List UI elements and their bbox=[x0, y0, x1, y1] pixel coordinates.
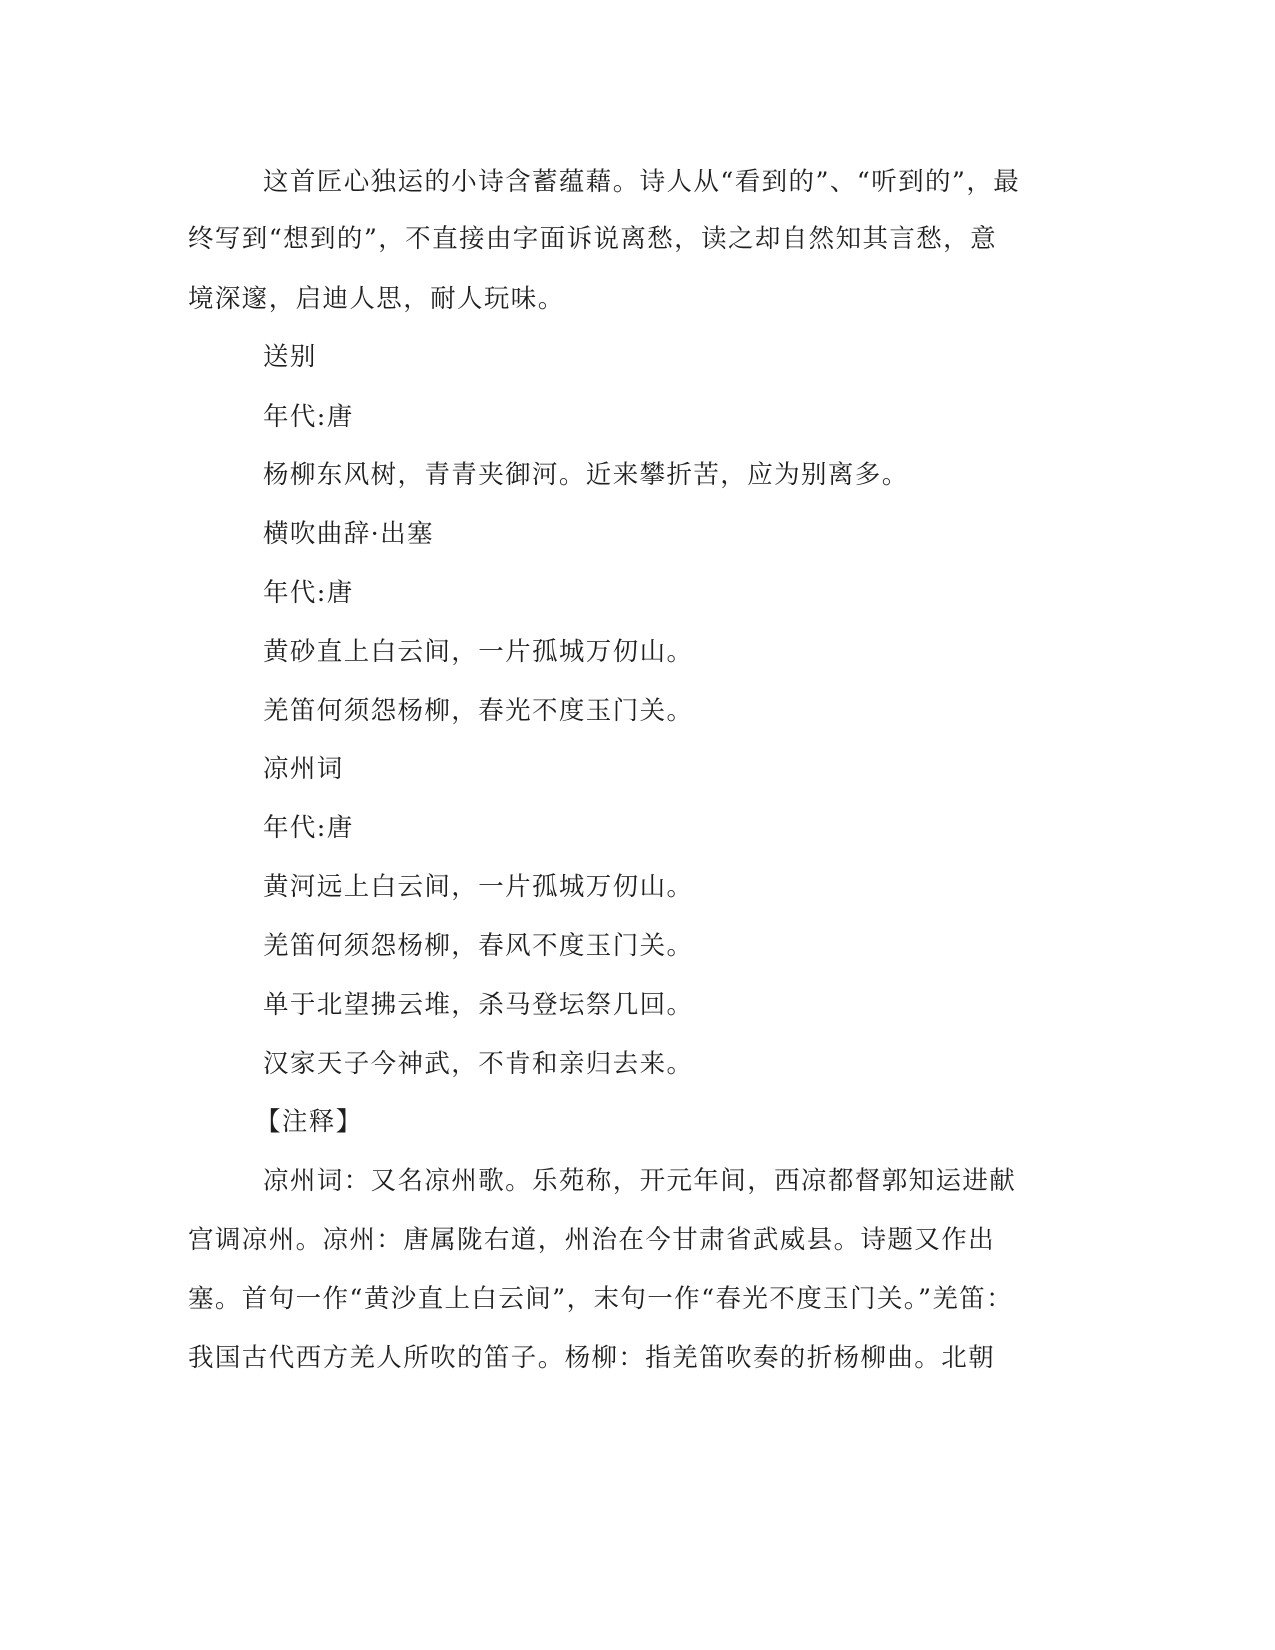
intro-line-1: 这首匠心独运的小诗含蓄蕴藉。诗人从“看到的”、“听到的”，最 bbox=[263, 167, 1021, 197]
poem3-title: 凉州词 bbox=[263, 754, 344, 784]
poem3-era: 年代:唐 bbox=[263, 813, 354, 843]
notes-heading: 【注释】 bbox=[255, 1107, 363, 1137]
poem2-title: 横吹曲辞·出塞 bbox=[263, 519, 434, 549]
poem2-era: 年代:唐 bbox=[263, 578, 354, 608]
poem3-line-3: 单于北望拂云堆，杀马登坛祭几回。 bbox=[263, 990, 694, 1020]
notes-line-4: 我国古代西方羌人所吹的笛子。杨柳：指羌笛吹奏的折杨柳曲。北朝 bbox=[188, 1343, 996, 1373]
poem1-era: 年代:唐 bbox=[263, 402, 354, 432]
poem1-line-1: 杨柳东风树，青青夹御河。近来攀折苦，应为别离多。 bbox=[263, 460, 909, 490]
notes-line-3: 塞。首句一作“黄沙直上白云间”，末句一作“春光不度玉门关。”羌笛： bbox=[188, 1284, 1014, 1314]
poem3-line-2: 羌笛何须怨杨柳，春风不度玉门关。 bbox=[263, 931, 694, 961]
poem2-line-2: 羌笛何须怨杨柳，春光不度玉门关。 bbox=[263, 696, 694, 726]
notes-line-1: 凉州词：又名凉州歌。乐苑称，开元年间，西凉都督郭知运进献 bbox=[263, 1166, 1017, 1196]
poem2-line-1: 黄砂直上白云间，一片孤城万仞山。 bbox=[263, 637, 694, 667]
poem3-line-1: 黄河远上白云间，一片孤城万仞山。 bbox=[263, 872, 694, 902]
notes-line-2: 宫调凉州。凉州：唐属陇右道，州治在今甘肃省武威县。诗题又作出 bbox=[188, 1225, 996, 1255]
intro-line-2: 终写到“想到的”，不直接由字面诉说离愁，读之却自然知其言愁，意 bbox=[188, 224, 997, 254]
poem3-line-4: 汉家天子今神武，不肯和亲归去来。 bbox=[263, 1049, 694, 1079]
intro-line-3: 境深邃，启迪人思，耐人玩味。 bbox=[188, 284, 565, 314]
poem1-title: 送别 bbox=[263, 342, 317, 372]
